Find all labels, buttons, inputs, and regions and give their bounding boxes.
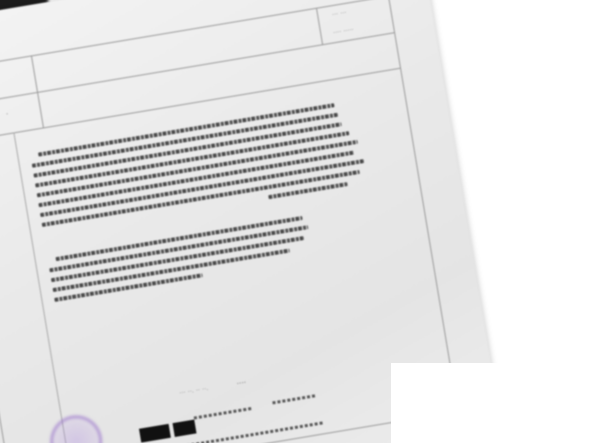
body-text-line <box>49 225 308 272</box>
date-text: ··· ··. ·· ··. <box>179 385 210 397</box>
body-text-line <box>51 236 304 282</box>
issuer-line <box>194 407 254 420</box>
label-char-2: · <box>5 111 9 119</box>
form-body <box>13 69 446 443</box>
header-cell-text-top: ··· ··· <box>331 9 348 19</box>
date-suffix-text: ···· <box>236 379 248 388</box>
issuer-suffix-line <box>272 394 316 404</box>
header-cell-text-bottom: ···· ····· <box>332 26 355 37</box>
background-area <box>391 363 591 443</box>
